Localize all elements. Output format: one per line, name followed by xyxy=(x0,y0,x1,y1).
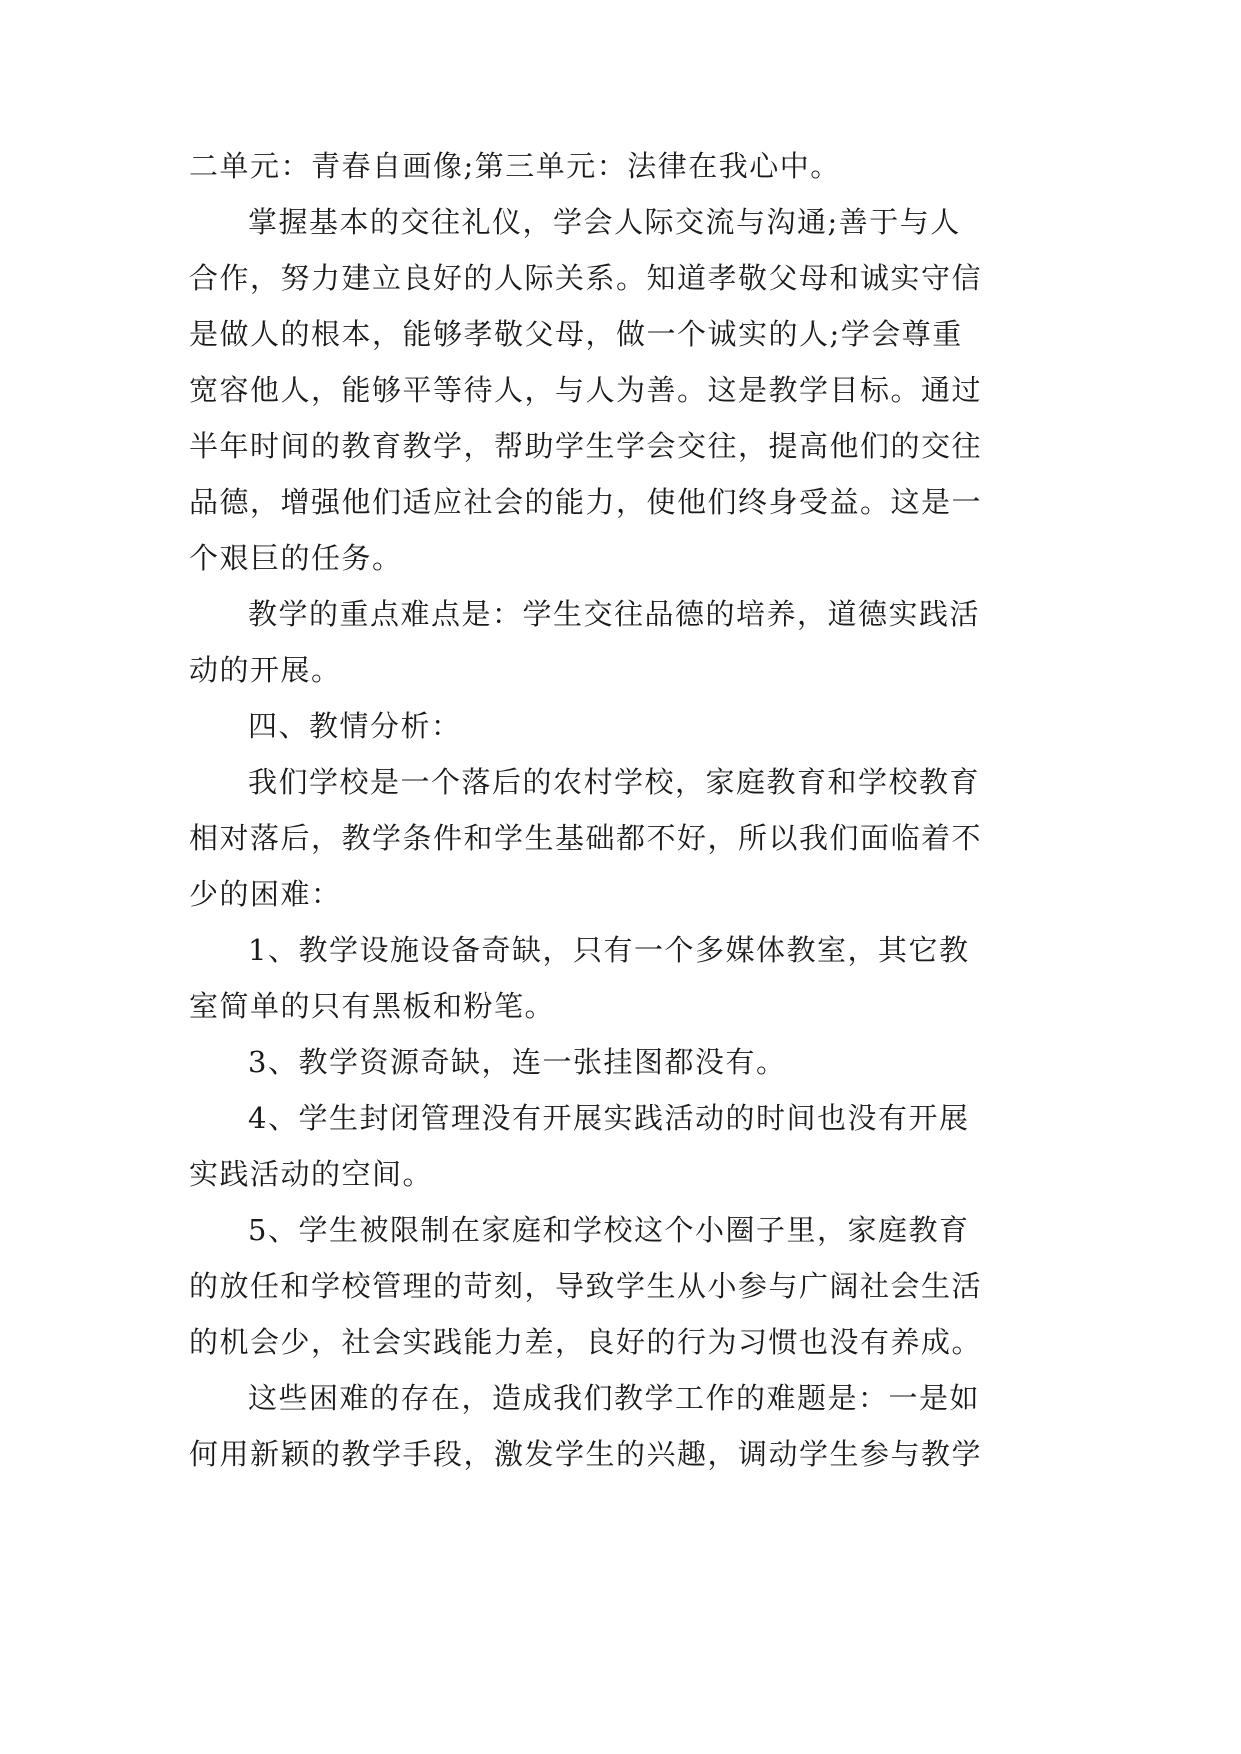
paragraph-first-line: 我们学校是一个落后的农村学校，家庭教育和学校教育 xyxy=(248,765,981,799)
text-line: 何用新颖的教学手段，激发学生的兴趣，调动学生参与教学 xyxy=(189,1437,983,1471)
text-line: 少的困难： xyxy=(189,877,342,911)
text-line: 品德，增强他们适应社会的能力，使他们终身受益。这是一 xyxy=(189,485,983,519)
list-item-line: 4、学生封闭管理没有开展实践活动的时间也没有开展 xyxy=(248,1101,970,1135)
text-line: 的机会少，社会实践能力差，良好的行为习惯也没有养成。 xyxy=(189,1325,983,1359)
text-line: 合作，努力建立良好的人际关系。知道孝敬父母和诚实守信 xyxy=(189,261,983,295)
text-line: 动的开展。 xyxy=(189,653,342,687)
section-heading: 四、教情分析： xyxy=(248,709,462,743)
text-line: 宽容他人，能够平等待人，与人为善。这是教学目标。通过 xyxy=(189,373,983,407)
text-line: 半年时间的教育教学，帮助学生学会交往，提高他们的交往 xyxy=(189,429,983,463)
paragraph-first-line: 教学的重点难点是：学生交往品德的培养，道德实践活 xyxy=(248,597,981,631)
text-line: 室简单的只有黑板和粉笔。 xyxy=(189,989,556,1023)
text-line: 相对落后，教学条件和学生基础都不好，所以我们面临着不 xyxy=(189,821,983,855)
text-line: 个艰巨的任务。 xyxy=(189,541,403,575)
list-item-line: 1、教学设施设备奇缺，只有一个多媒体教室，其它教 xyxy=(248,933,970,967)
list-item-line: 3、教学资源奇缺，连一张挂图都没有。 xyxy=(248,1045,787,1079)
list-item-line: 5、学生被限制在家庭和学校这个小圈子里，家庭教育 xyxy=(248,1213,970,1247)
text-line: 实践活动的空间。 xyxy=(189,1157,434,1191)
text-line: 二单元：青春自画像;第三单元：法律在我心中。 xyxy=(189,149,841,183)
paragraph-first-line: 掌握基本的交往礼仪，学会人际交流与沟通;善于与人 xyxy=(248,205,961,239)
text-line: 的放任和学校管理的苛刻，导致学生从小参与广阔社会生活 xyxy=(189,1269,983,1303)
paragraph-first-line: 这些困难的存在，造成我们教学工作的难题是：一是如 xyxy=(248,1381,981,1415)
text-line: 是做人的根本，能够孝敬父母，做一个诚实的人;学会尊重 xyxy=(189,317,963,351)
